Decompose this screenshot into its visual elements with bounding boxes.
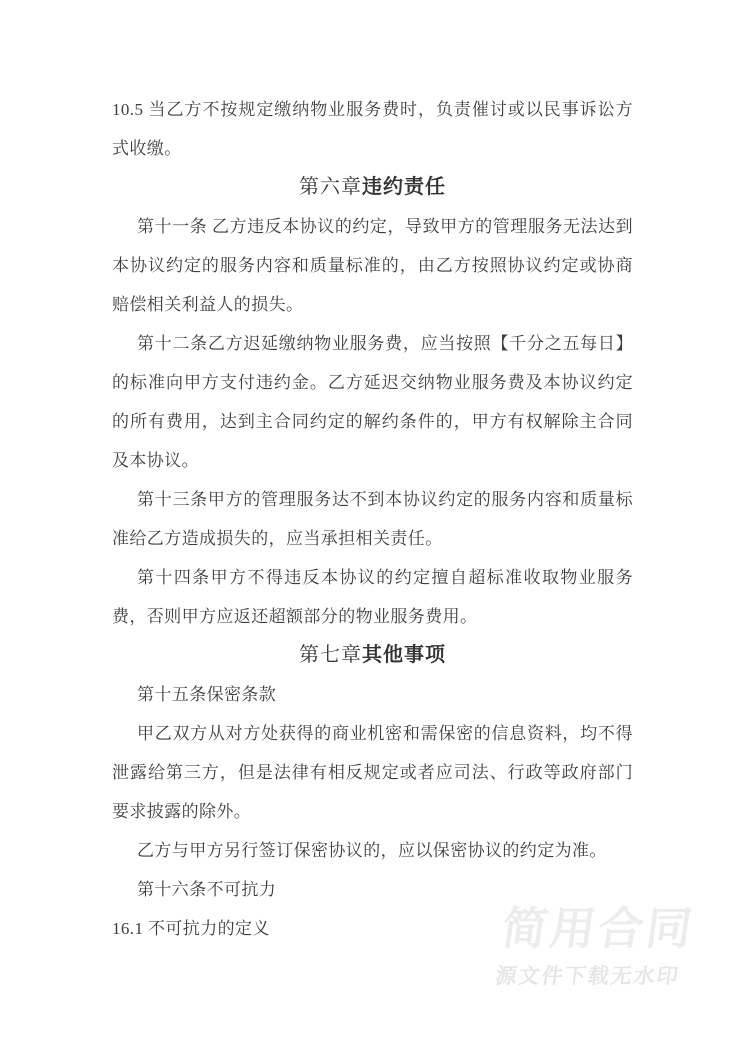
clause-14: 第十四条甲方不得违反本协议的约定擅自超标准收取物业服务费，否则甲方应返还超额部分的物业服务费用。 — [112, 568, 633, 626]
chapter-6-label: 第六章 — [299, 176, 362, 198]
chapter-6-heading — [112, 168, 633, 207]
chapter-7-heading — [112, 636, 633, 675]
clause-13: 第十三条甲方的管理服务达不到本协议约定的服务内容和质量标准给乙方造成损失的，应当承担相关责任。 — [112, 490, 633, 548]
chapter-7-title: 其他事项 — [362, 644, 446, 666]
clause-10-5: 10.5 当乙方不按规定缴纳物业服务费时，负责催讨或以民事诉讼方式收缴。 — [112, 100, 633, 158]
clause-11: 第十一条 乙方违反本协议的约定，导致甲方的管理服务无法达到本协议约定的服务内容和质量标准的，由乙方按照协议约定或协商赔偿相关利益人的损失。 — [112, 217, 633, 314]
clause-12: 第十二条乙方迟延缴纳物业服务费，应当按照【千分之五每日】的标准向甲方支付违约金。乙方延迟交纳物业服务费及本协议约定的所有费用，达到主合同约定的解约条件的，甲方有权解除主合同及本协议。 — [112, 334, 633, 470]
clause-16-title: 第十六条不可抗力 — [137, 880, 277, 899]
clause-15-body-1: 甲乙双方从对方处获得的商业机密和需保密的信息资料，均不得泄露给第三方，但是法律有相反规定或者应司法、行政等政府部门要求披露的除外。 — [112, 724, 633, 821]
clause-15-body-2: 乙方与甲方另行签订保密协议的，应以保密协议的约定为准。 — [137, 841, 607, 860]
watermark-subtitle-text: 源文件下载无水印 — [494, 965, 682, 988]
clause-15-title: 第十五条保密条款 — [137, 685, 277, 704]
clause-16-1: 16.1 不可抗力的定义 — [112, 919, 270, 938]
contract-body — [112, 90, 633, 948]
chapter-6-title: 违约责任 — [362, 176, 446, 198]
chapter-7-label: 第七章 — [299, 644, 362, 666]
watermark-logo-text: 简用合同 — [498, 903, 699, 954]
